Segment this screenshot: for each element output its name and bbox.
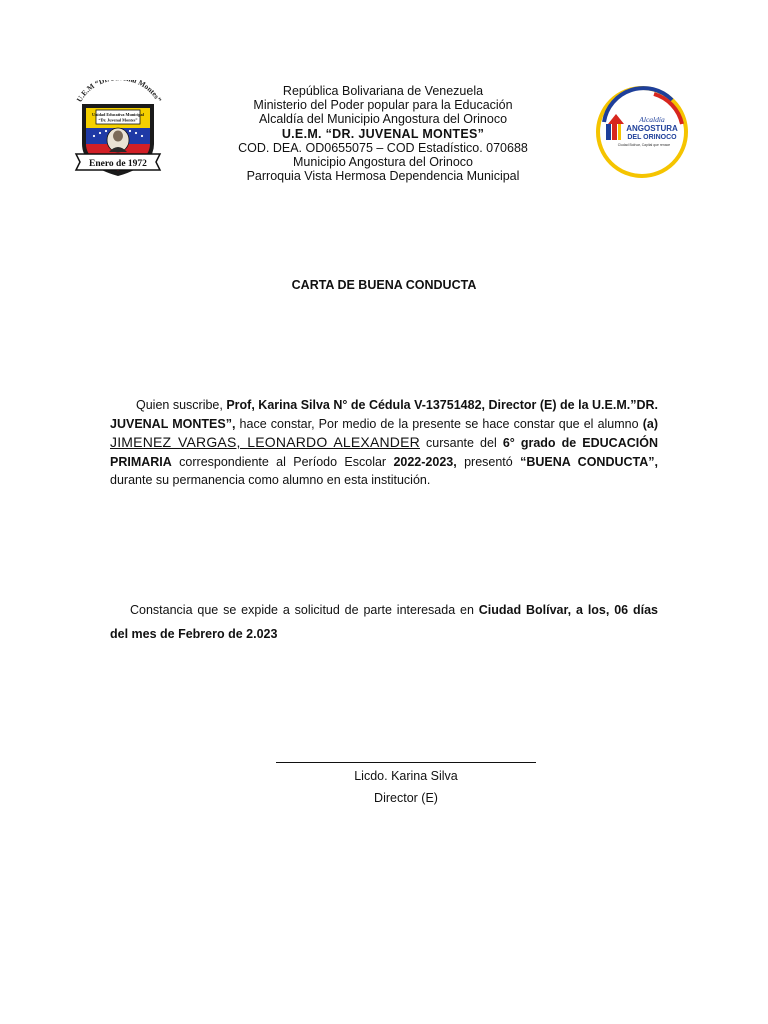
alcaldia-logo — [594, 84, 690, 180]
logo-script-text: Alcaldía — [639, 115, 665, 124]
signatory-role: Director (E) — [374, 791, 438, 805]
body-text-conduct: “BUENA CONDUCTA”, — [520, 454, 659, 469]
header-line-parroquia: Parroquia Vista Hermosa Dependencia Municipal — [246, 169, 520, 184]
header-line-municipio: Municipio Angostura del Orinoco — [293, 155, 473, 170]
logo-arc-text: U.E.M “D l Montes” — [74, 80, 164, 104]
logo-name1: ANGOSTURA — [626, 124, 678, 133]
logo-tagline: Ciudad Bolívar, Capital que renace — [617, 143, 671, 147]
constancia-paragraph — [110, 598, 658, 646]
student-name: JIMENEZ VARGAS, LEONARDO ALEXANDER — [110, 434, 420, 450]
body-text-grade: 6° grado de EDUCACIÓN PRIMARIA — [110, 436, 658, 469]
logo-inner-text1: Unidad Educativa Municipal — [92, 112, 144, 117]
svg-text:U.E.M “Dr. Juvenal Montes” — [75, 80, 164, 104]
document-title: CARTA DE BUENA CONDUCTA — [291, 278, 477, 292]
body-text-signer: Prof, Karina Silva N° de Cédula V-13751482, Director (E) de la U.E.M.”DR. JUVENAL MONTES”, — [110, 398, 658, 431]
body-text-a-marker: (a) — [642, 416, 658, 431]
signatory-name: Licdo. Karina Silva — [354, 769, 458, 783]
school-logo — [64, 80, 172, 182]
body-text-e: cursante del — [419, 436, 503, 450]
body-text-c: hace constar, Por medio de la presente se hace constar que el alumno — [235, 416, 643, 431]
body-text-g: correspondiente al Período Escolar — [171, 454, 394, 469]
header-line-codes: COD. DEA. OD0655075 – COD Estadístico. 070688 — [238, 140, 528, 155]
logo-banner-text: Enero de 1972 — [89, 159, 147, 169]
body-paragraph — [110, 396, 658, 490]
constancia-text: Constancia que se expide a solicitud de parte interesada en — [130, 603, 479, 617]
body-text-k: durante su permanencia como alumno en esta institución. — [110, 473, 431, 487]
signature-line — [276, 762, 536, 763]
body-text-a: Quien suscribe, — [136, 398, 227, 412]
constancia-place-date: Ciudad Bolívar, a los, 06 días del mes de Febrero de 2.023 — [110, 603, 658, 641]
logo-inner-text2: “Dr. Juvenal Montes” — [98, 117, 138, 123]
document-header — [180, 84, 586, 183]
header-line-country: República Bolivariana de Venezuela — [282, 84, 484, 98]
body-text-i: presentó — [456, 454, 521, 469]
header-line-school: U.E.M. “DR. JUVENAL MONTES” — [281, 126, 485, 141]
header-line-ministry: Ministerio del Poder popular para la Educación — [253, 98, 513, 113]
logo-name2: DEL ORINOCO — [627, 134, 677, 141]
header-line-alcaldia: Alcaldía del Municipio Angostura del Orinoco — [258, 112, 508, 127]
body-text-period: 2022-2023, — [393, 454, 457, 469]
